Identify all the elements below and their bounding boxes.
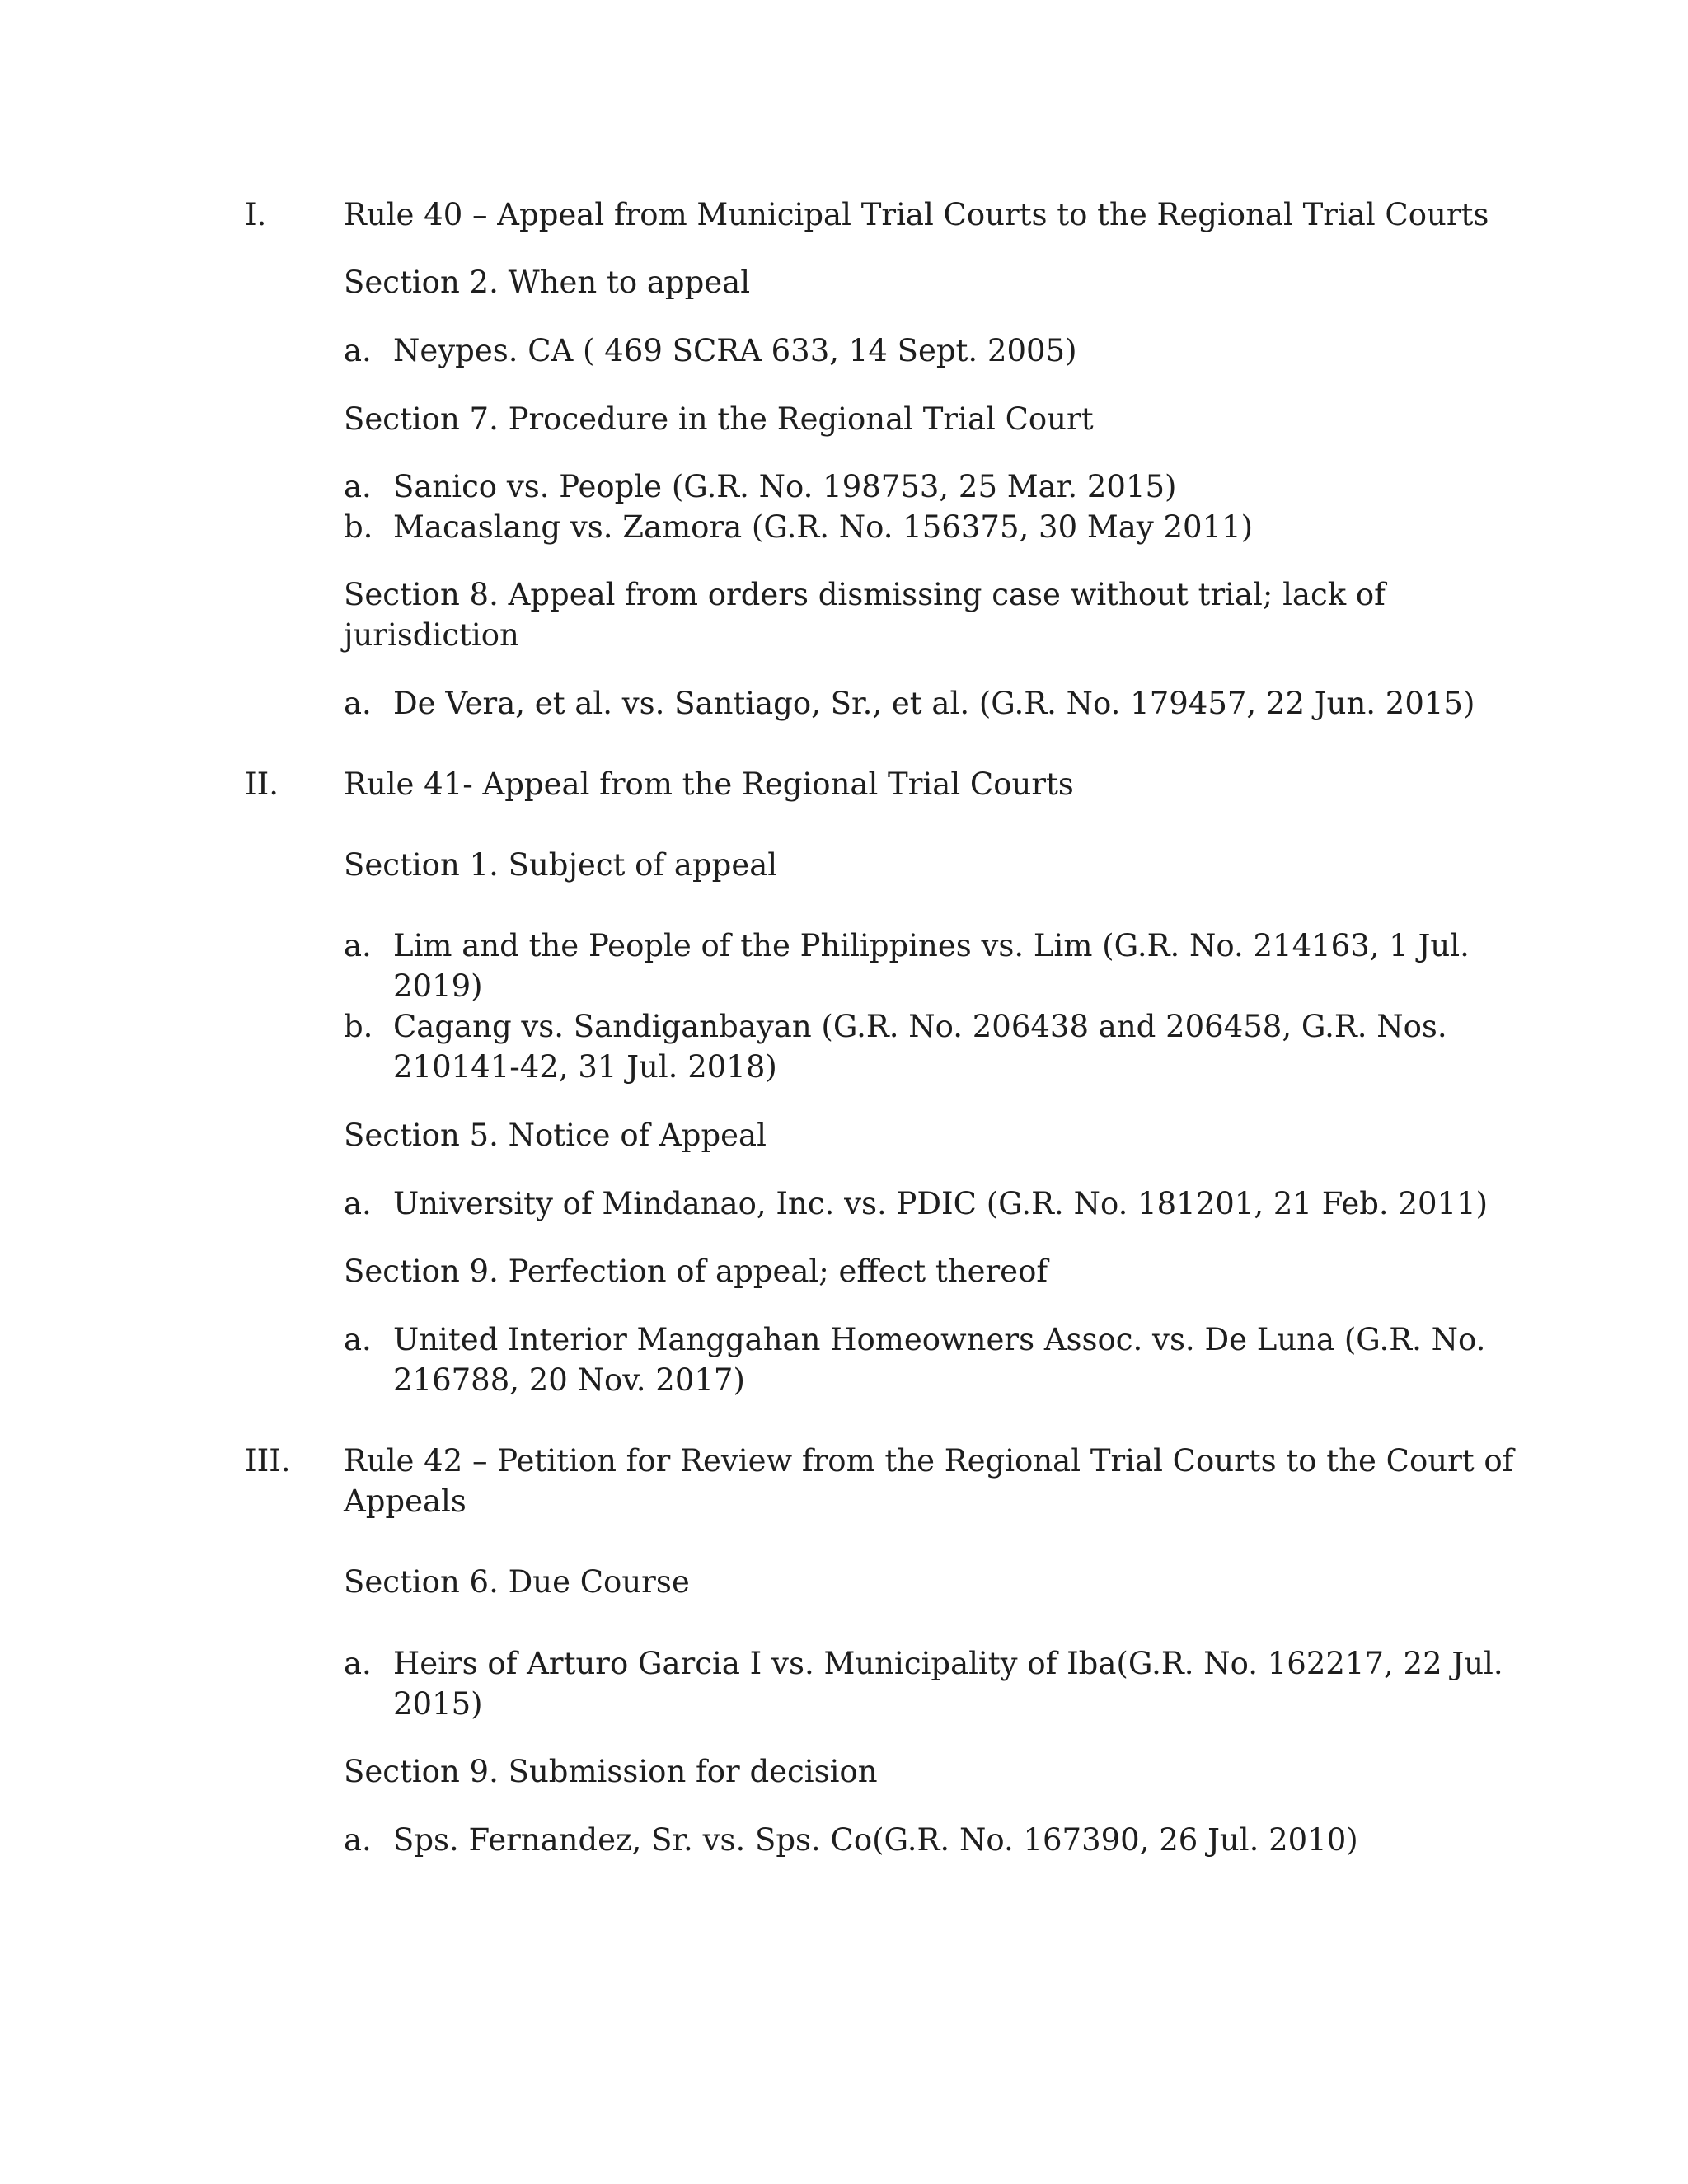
- item-letter: b.: [344, 509, 373, 545]
- rule-title: Rule 42 – Petition for Review from the Regional Trial Courts to the Court of: [344, 1443, 1514, 1479]
- case-citation: United Interior Manggahan Homeowners Assoc. vs. De Luna (G.R. No.: [393, 1322, 1486, 1357]
- item-letter: a.: [344, 1186, 372, 1221]
- section-heading-continued: jurisdiction: [344, 617, 519, 653]
- case-citation-continued: 2015): [393, 1686, 483, 1722]
- section-heading: Section 6. Due Course: [344, 1564, 690, 1600]
- case-citation: University of Mindanao, Inc. vs. PDIC (G.R. No. 181201, 21 Feb. 2011): [393, 1186, 1489, 1221]
- case-citation: Lim and the People of the Philippines vs. Lim (G.R. No. 214163, 1 Jul.: [393, 928, 1470, 963]
- case-citation: Cagang vs. Sandiganbayan (G.R. No. 206438 and 206458, G.R. Nos.: [393, 1009, 1447, 1044]
- section-heading: Section 7. Procedure in the Regional Trial Court: [344, 401, 1094, 437]
- section-heading: Section 5. Notice of Appeal: [344, 1118, 767, 1153]
- rule-title: Rule 40 – Appeal from Municipal Trial Courts to the Regional Trial Courts: [344, 197, 1489, 232]
- case-citation: Sanico vs. People (G.R. No. 198753, 25 Mar. 2015): [393, 469, 1177, 504]
- item-letter: a.: [344, 333, 372, 368]
- item-letter: b.: [344, 1009, 373, 1044]
- section-heading: Section 9. Submission for decision: [344, 1754, 878, 1789]
- outline-numeral: I.: [245, 197, 267, 232]
- case-citation-continued: 210141-42, 31 Jul. 2018): [393, 1049, 777, 1085]
- case-citation-continued: 216788, 20 Nov. 2017): [393, 1362, 745, 1398]
- item-letter: a.: [344, 1646, 372, 1681]
- case-citation: Neypes. CA ( 469 SCRA 633, 14 Sept. 2005): [393, 333, 1077, 368]
- item-letter: a.: [344, 686, 372, 721]
- section-heading: Section 1. Subject of appeal: [344, 847, 778, 883]
- item-letter: a.: [344, 928, 372, 963]
- case-citation: De Vera, et al. vs. Santiago, Sr., et al. (G.R. No. 179457, 22 Jun. 2015): [393, 686, 1475, 721]
- rule-title: Rule 41- Appeal from the Regional Trial Courts: [344, 766, 1074, 802]
- item-letter: a.: [344, 1322, 372, 1357]
- case-citation-continued: 2019): [393, 968, 483, 1004]
- rule-title-continued: Appeals: [344, 1483, 467, 1519]
- item-letter: a.: [344, 469, 372, 504]
- case-citation: Macaslang vs. Zamora (G.R. No. 156375, 30 May 2011): [393, 509, 1254, 545]
- section-heading: Section 8. Appeal from orders dismissing case without trial; lack of: [344, 577, 1386, 612]
- section-heading: Section 2. When to appeal: [344, 265, 751, 300]
- outline-numeral: III.: [245, 1443, 291, 1479]
- section-heading: Section 9. Perfection of appeal; effect thereof: [344, 1254, 1048, 1289]
- case-citation: Sps. Fernandez, Sr. vs. Sps. Co(G.R. No. 167390, 26 Jul. 2010): [393, 1822, 1358, 1858]
- outline-numeral: II.: [245, 766, 279, 802]
- case-citation: Heirs of Arturo Garcia I vs. Municipality of Iba(G.R. No. 162217, 22 Jul.: [393, 1646, 1503, 1681]
- item-letter: a.: [344, 1822, 372, 1858]
